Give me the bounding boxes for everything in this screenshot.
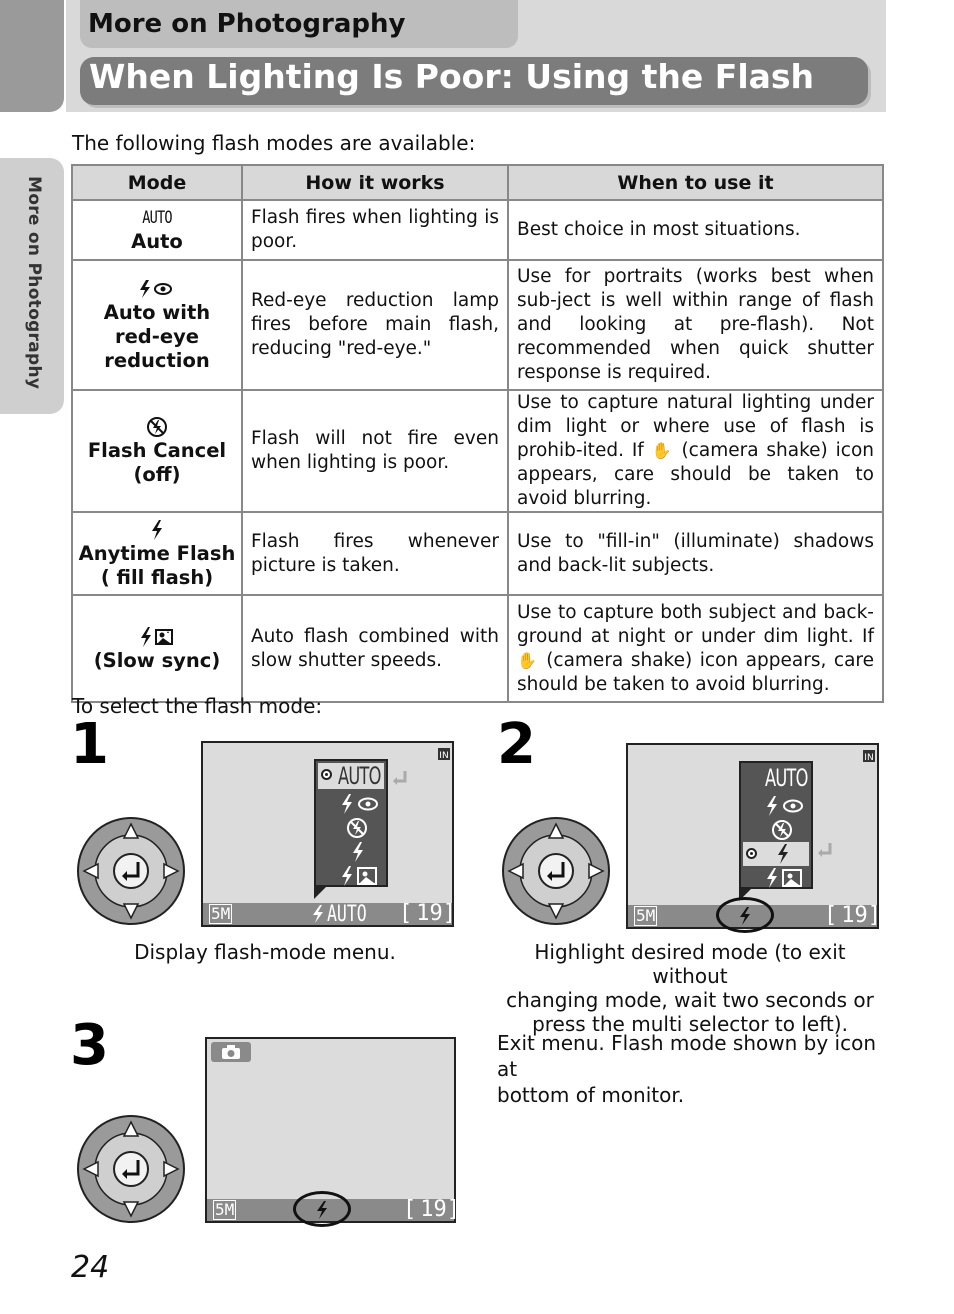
side-tab-top — [0, 0, 64, 112]
table-row — [72, 260, 883, 390]
menu-anytime-flash-icon — [776, 843, 790, 865]
table-header-row — [72, 165, 883, 200]
menu-slow-sync-icon — [765, 867, 805, 889]
camera-monitor — [626, 743, 879, 929]
frames-left-label: [ 19] — [403, 1197, 460, 1222]
frames-left-count: 19 — [841, 903, 868, 928]
mode-label-line: Flash Cancel — [87, 439, 227, 462]
menu-flash-cancel-icon — [346, 817, 368, 839]
menu-flash-cancel-icon — [771, 819, 793, 841]
how-cell: Flash will not fire even when lighting is poor. — [242, 390, 508, 512]
menu-anytime-flash-icon — [351, 841, 365, 863]
caption-line: Highlight desired mode (to exit without — [534, 940, 846, 988]
menu-slow-sync-icon — [340, 865, 380, 887]
auto-flash-icon: AUTO — [142, 208, 172, 228]
image-size-label: 5M — [636, 906, 656, 925]
intro-text: The following flash modes are available: — [72, 131, 476, 155]
how-cell: Auto flash combined with slow shutter speeds. — [242, 595, 508, 702]
when-cell — [508, 595, 883, 702]
flash-menu — [739, 761, 813, 889]
mode-cell — [72, 200, 242, 260]
table-row — [72, 512, 883, 595]
mode-label-line: Anytime Flash — [78, 541, 236, 565]
flash-menu — [314, 759, 388, 887]
mode-label-line: Auto with — [103, 301, 211, 324]
step-number: 2 — [497, 712, 536, 777]
header-when: When to use it — [508, 165, 883, 200]
highlight-circle — [716, 897, 774, 933]
how-cell: Flash fires when lighting is poor. — [242, 200, 508, 260]
frames-left-count: 19 — [416, 901, 443, 926]
memory-indicator-icon — [862, 749, 876, 763]
camera-shake-icon: ✋ — [651, 441, 674, 460]
caption-line: press the multi selector to left). — [532, 1012, 848, 1036]
when-text: (camera shake) icon appears, care should be taken to avoid blurring. — [517, 440, 874, 509]
how-cell: Red-eye reduction lamp fires before main flash, reducing "red-eye." — [242, 260, 508, 390]
mode-cell — [72, 390, 242, 512]
step-caption — [500, 940, 880, 1036]
step-number: 1 — [70, 712, 109, 777]
table-row — [72, 390, 883, 512]
when-text: (camera shake) icon appears, care should be taken to avoid blurring. — [517, 649, 874, 695]
monitor-status-bar — [203, 901, 456, 927]
mode-label: (Slow sync) — [93, 648, 221, 672]
step-caption: Display flash-mode menu. — [134, 940, 396, 964]
side-tab-label: More on Photography — [24, 176, 44, 390]
caption-line: changing mode, wait two seconds or — [506, 988, 874, 1012]
when-cell: Use for portraits (works best when sub-ject is well within range of flash and looking at pre-flash). Not recommended when quick shutter response is required. — [508, 260, 883, 390]
menu-auto-label: AUTO — [765, 764, 808, 792]
table-row — [72, 595, 883, 702]
how-cell: Flash fires whenever picture is taken. — [242, 512, 508, 595]
memory-indicator-icon — [437, 747, 451, 761]
svg-text:IN: IN — [439, 751, 449, 761]
table-row — [72, 200, 883, 260]
bar-flash-icon — [311, 904, 325, 924]
menu-red-eye-icon — [765, 795, 807, 817]
flash-modes-table — [71, 164, 884, 703]
camera-mode-icon — [211, 1042, 251, 1062]
caption-line: bottom of monitor. — [497, 1083, 685, 1107]
multi-selector-icon — [76, 816, 186, 926]
red-eye-flash-icon — [73, 277, 241, 301]
frames-left-count: 19 — [420, 1197, 447, 1222]
multi-selector-icon — [501, 816, 611, 926]
section-title: More on Photography — [88, 9, 406, 39]
highlight-circle — [293, 1191, 351, 1227]
mode-label-line: reduction — [104, 349, 210, 372]
menu-pointer — [314, 887, 328, 901]
image-size-label: 5M — [215, 1200, 235, 1219]
selection-dot-icon — [746, 848, 757, 859]
return-icon — [391, 769, 409, 785]
when-cell: Best choice in most situations. — [508, 200, 883, 260]
page-title: When Lighting Is Poor: Using the Flash — [89, 57, 815, 96]
mode-label-line: (off) — [133, 463, 181, 486]
mode-label-line: ( fill flash) — [100, 565, 214, 589]
mode-cell — [72, 260, 242, 390]
when-text: Use to capture natural lighting under dim light or where use of flash is prohib-ited. If — [517, 392, 874, 461]
caption-line: Exit menu. Flash mode shown by icon at — [497, 1031, 877, 1081]
mode-label: Auto — [131, 230, 183, 253]
slow-sync-icon — [73, 625, 241, 649]
when-cell: Use to "fill-in" (illuminate) shadows and back-lit subjects. — [508, 512, 883, 595]
bar-flash-mode-label: AUTO — [327, 902, 367, 927]
menu-red-eye-icon — [340, 793, 382, 815]
mode-cell — [72, 512, 242, 595]
when-text: Use to capture both subject and back-ground at night or under dim light. If — [517, 601, 874, 647]
header-mode: Mode — [72, 165, 242, 200]
multi-selector-icon — [76, 1114, 186, 1224]
flash-cancel-icon — [73, 415, 241, 439]
camera-monitor — [205, 1037, 460, 1223]
frames-left-label: [ 19] — [399, 901, 456, 926]
step-caption — [497, 1030, 897, 1108]
mode-cell — [72, 595, 242, 702]
anytime-flash-icon — [73, 518, 241, 542]
camera-shake-icon: ✋ — [517, 650, 539, 670]
select-intro: To select the flash mode: — [72, 694, 323, 718]
when-cell — [508, 390, 883, 512]
selection-dot-icon — [321, 769, 332, 780]
mode-label-line: red-eye — [114, 325, 200, 348]
step-number: 3 — [70, 1013, 109, 1078]
menu-auto-label: AUTO — [338, 762, 381, 790]
return-icon — [816, 841, 834, 857]
camera-monitor — [201, 741, 454, 927]
image-size-label: 5M — [211, 904, 231, 923]
page-number: 24 — [71, 1250, 110, 1285]
frames-left-label: [ 19] — [824, 903, 881, 928]
header-how: How it works — [242, 165, 508, 200]
svg-text:IN: IN — [864, 753, 874, 763]
